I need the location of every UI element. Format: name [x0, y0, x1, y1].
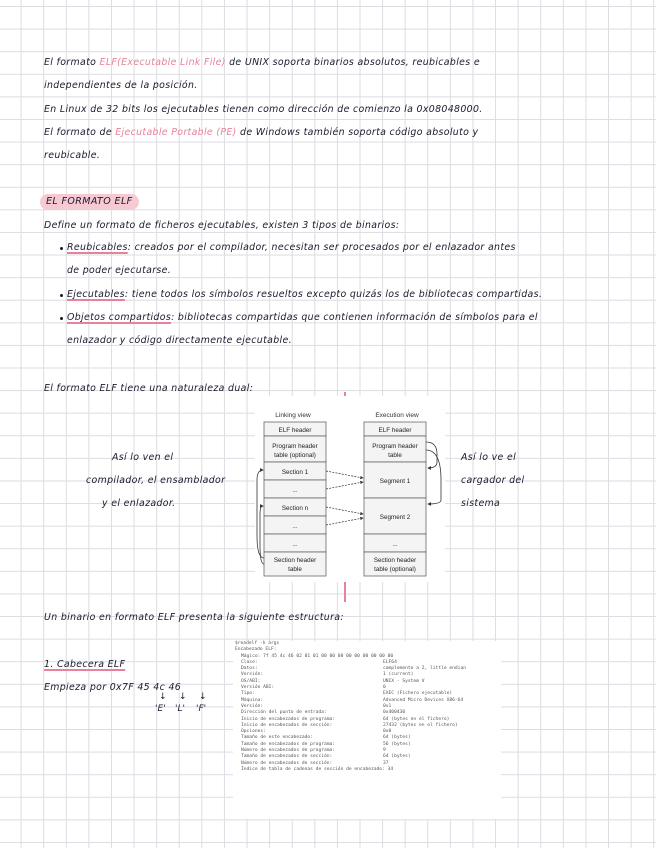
bullet-term: Reubicables	[67, 242, 128, 253]
left-note-1: Así lo ven el	[112, 452, 174, 463]
bullet-dot	[60, 247, 63, 250]
letter-e: 'E'	[155, 704, 166, 714]
link-section-n-label: Section n	[281, 505, 309, 512]
bullet-ejecutables	[67, 289, 542, 300]
arrow	[257, 470, 264, 558]
terminal-row-key: Inicio de encabezados de programa:	[241, 716, 336, 722]
bullet-objetos-compartidos	[67, 312, 538, 323]
right-note-2: cargador del	[461, 475, 525, 486]
bullet-text: : bibliotecas compartidas que contienen información de símbolos para el	[171, 312, 538, 323]
terminal-command: $readelf -h args	[235, 641, 280, 646]
terminal-row-key: Índice de tabla de cadenas de sección de encabezado: 34	[241, 766, 394, 772]
terminal-row-key: Versión:	[241, 672, 264, 678]
terminal-row-key: Número de encabezados de sección:	[241, 760, 333, 766]
execution-view-title: Execution view	[375, 412, 419, 419]
right-note-1: Así lo ve el	[461, 452, 517, 463]
terminal-row-value: complemento a 2, little endian	[383, 666, 466, 672]
terminal-row-value: Advanced Micro Devices X86-64	[383, 697, 464, 703]
terminal-row-value: 37	[383, 760, 389, 766]
terminal-row-key: Inicio de encabezados de sección:	[241, 722, 333, 728]
letter-l: 'L'	[175, 704, 185, 714]
terminal-row-value: 0x0	[383, 729, 392, 735]
terminal-row-key: Versión:	[241, 703, 264, 709]
dual-nature-line: El formato ELF tiene una naturaleza dual:	[44, 383, 254, 394]
readelf-output	[233, 641, 501, 819]
arrow-down-icon: ↓	[179, 692, 187, 702]
terminal-header: Encabezado ELF:	[235, 647, 277, 653]
exec-segment1-label: Segment 1	[379, 478, 411, 485]
link-section-header-label: Section header	[273, 557, 317, 564]
terminal-row-value: 0x1	[383, 703, 392, 709]
terminal-row-key: Máquina:	[241, 697, 264, 703]
intro-line-4-post: de Windows también soporta código absoluto y	[240, 127, 479, 138]
section-heading: EL FORMATO ELF	[40, 194, 139, 210]
link-elf-header-label: ELF header	[278, 427, 312, 434]
elf-views-diagram	[255, 396, 445, 582]
exec-program-header-label: Program header	[372, 443, 418, 450]
exec-section-header-label-2: table (optional)	[374, 566, 416, 573]
bullet-text: : tiene todos los símbolos resueltos excepto quizás los de bibliotecas compartidas.	[124, 289, 543, 300]
link-section-header-label-2: table	[288, 566, 302, 573]
bullet-text: : creados por el compilador, necesitan ser procesados por el enlazador antes	[127, 242, 516, 253]
exec-program-header-label-2: table	[388, 452, 402, 459]
exec-segment2-label: Segment 2	[379, 514, 411, 521]
elf-definition-highlight: ELF(Executable Link File)	[99, 57, 226, 68]
terminal-row-key: OS/ABI:	[241, 678, 261, 684]
terminal-row-key: Opciones:	[241, 729, 266, 735]
arrow	[426, 450, 441, 504]
linking-view-title: Linking view	[275, 412, 311, 419]
cabecera-starts-line: Empieza por 0x7F 45 4c 46	[44, 682, 182, 693]
structure-line: Un binario en formato ELF presenta la siguiente estructura:	[44, 612, 344, 623]
arrow	[326, 471, 363, 478]
terminal-row-key: Número de encabezados de programa:	[241, 748, 336, 754]
terminal-row-key: Dirección del punto de entrada:	[241, 710, 327, 716]
terminal-row-key: Clase:	[241, 659, 258, 665]
define-line: Define un formato de ficheros ejecutables, existen 3 tipos de binarios:	[44, 220, 400, 231]
link-dots-label: ...	[292, 541, 298, 548]
left-note-2: compilador, el ensamblador	[86, 475, 226, 486]
terminal-row-value: 0x400430	[383, 710, 406, 716]
terminal-row-value: 9	[383, 748, 386, 754]
arrow	[326, 518, 363, 525]
bullet-continuation: enlazador y código directamente ejecutable.	[67, 335, 292, 346]
link-program-header-label-2: table (optional)	[274, 452, 316, 459]
terminal-row-value: 64 (bytes)	[383, 735, 411, 741]
terminal-row-value: 27432 (bytes en el fichero)	[383, 722, 458, 728]
intro-line-4-pre: El formato de	[44, 127, 112, 138]
terminal-row-value: ELF64	[383, 659, 397, 665]
letter-f: 'F'	[196, 704, 207, 714]
terminal-row-key: Tamaño de este encabezado:	[241, 735, 313, 741]
link-program-header-label: Program header	[272, 443, 318, 450]
intro-line-2: independientes de la posición.	[44, 80, 198, 91]
arrow-down-icon: ↓	[199, 692, 207, 702]
cabecera-title-text: 1. Cabecera ELF	[44, 659, 126, 670]
terminal-row-key: Versión ABI:	[241, 685, 275, 691]
terminal-row-value: 0	[383, 685, 386, 691]
link-dots-label: ...	[292, 487, 298, 494]
link-dots-label: ...	[292, 523, 298, 530]
cabecera-title	[44, 659, 125, 670]
terminal-row-value: 64 (bytes en el fichero)	[383, 716, 450, 722]
terminal-row-value: UNIX - System V	[383, 678, 425, 684]
bullet-reubicables	[67, 242, 516, 253]
intro-line-1-pre: El formato	[44, 57, 97, 68]
exec-section-header-label: Section header	[373, 557, 417, 564]
bullet-term: Objetos compartidos	[67, 312, 172, 323]
terminal-row-key: Tipo:	[241, 691, 255, 697]
arrow	[260, 506, 264, 564]
left-note-3: y el enlazador.	[102, 498, 176, 509]
pe-definition-highlight: Ejecutable Portable (PE)	[115, 127, 237, 138]
bullet-term: Ejecutables	[67, 289, 125, 300]
exec-dots-label: ...	[392, 541, 398, 548]
terminal-row-value: 56 (bytes)	[383, 741, 411, 747]
intro-line-5: reubicable.	[44, 150, 101, 161]
terminal-row-value: EXEC (Fichero ejecutable)	[383, 691, 453, 697]
intro-line-4	[44, 127, 478, 138]
link-section1-label: Section 1	[281, 469, 309, 476]
terminal-row-key: Tamaño de encabezados de sección:	[241, 754, 333, 760]
arrow	[326, 482, 363, 489]
terminal-row-value: 1 (current)	[383, 672, 414, 678]
arrow-down-icon: ↓	[159, 692, 167, 702]
right-note-3: sistema	[461, 498, 501, 509]
terminal-row-key: Tamaño de encabezados de programa:	[241, 741, 336, 747]
elf-views-figure	[255, 396, 445, 582]
bullet-dot	[60, 317, 63, 320]
bullet-continuation: de poder ejecutarse.	[67, 265, 172, 276]
terminal-row-key: Datos:	[241, 666, 258, 672]
intro-line-3: En Linux de 32 bits los ejecutables tienen como dirección de comienzo la 0x08048000.	[44, 104, 483, 115]
terminal-row-value: 64 (bytes)	[383, 754, 411, 760]
intro-line-1	[44, 57, 480, 68]
exec-elf-header-label: ELF header	[378, 427, 412, 434]
intro-line-1-post: de UNIX soporta binarios absolutos, reubicables e	[229, 57, 480, 68]
arrow	[326, 507, 363, 514]
terminal-row-key: Mágico: 7f 45 4c 46 02 01 01 00 00 00 00 00 00 00 00 00	[241, 653, 394, 659]
bullet-dot	[60, 294, 63, 297]
